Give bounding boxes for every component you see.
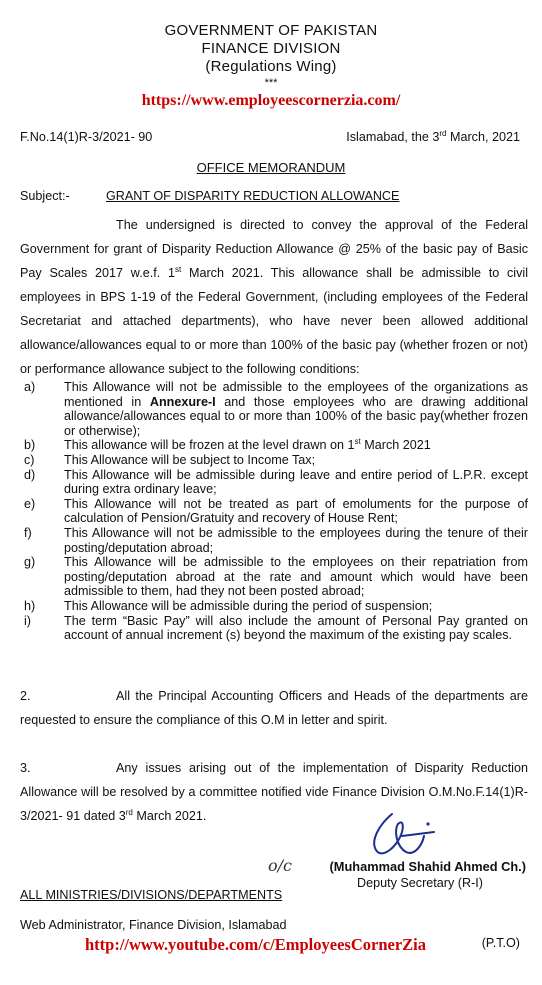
- header-government: GOVERNMENT OF PAKISTAN: [164, 22, 378, 39]
- signatory-designation: Deputy Secretary (R-I): [357, 876, 483, 890]
- pto-label: (P.T.O): [481, 936, 520, 950]
- header-division: FINANCE DIVISION: [201, 40, 341, 57]
- handwritten-note: o/c: [268, 856, 292, 875]
- conditions-list: [20, 380, 528, 643]
- watermark-url-bottom: http://www.youtube.com/c/EmployeesCornerZia: [85, 935, 426, 954]
- paragraph-1: The undersigned is directed to convey the approval of the Federal Government for grant of Disparity Reduction Allowance @ 25% of the basic pay of Basic Pay Scales 2017 w.e.f. 1st March 2021. This allowance shall be admissible to civil employees in BPS 1-19 of the Federal Government, (including employees of the Federal Secretariat and attached departments), who have never been allowed additional allowance/allowances equal to or more than 100% of the basic pay (whether frozen or not) or performance allowance subject to the following conditions:: [20, 218, 529, 376]
- condition-h: h) This Allowance will be admissible during the period of suspension;: [24, 598, 433, 613]
- subject-text: GRANT OF DISPARITY REDUCTION ALLOWANCE: [106, 189, 400, 203]
- copy-to: Web Administrator, Finance Division, Islamabad: [20, 918, 287, 932]
- paragraph-3: 3. Any issues arising out of the implementation of Disparity Reduction Allowance will be resolved by a committee notified vide Finance Division O.M.No.F.14(1)R-3/2021- 91 dated 3rd March 2021.: [20, 761, 528, 823]
- condition-e: e) This Allowance will not be treated as part of emoluments for the purpose of calculation of Pension/Gratuity and recovery of House Rent;: [24, 496, 528, 526]
- place-date: Islamabad, the 3rd March, 2021: [346, 128, 520, 144]
- signature-icon: [362, 806, 452, 866]
- condition-g: g) This Allowance will be admissible to the employees on their repatriation from posting/deputation abroad at the rate and amount which would have been admissible to them, had they not been posted abroad;: [24, 555, 528, 599]
- paragraph-2: 2. All the Principal Accounting Officers and Heads of the departments are requested to ensure the compliance of this O.M in letter and spirit.: [20, 689, 528, 727]
- memo-title: OFFICE MEMORANDUM: [196, 160, 346, 175]
- watermark-url-top: https://www.employeescornerzia.com/: [141, 92, 401, 109]
- signatory-name: (Muhammad Shahid Ahmed Ch.): [329, 859, 526, 874]
- subject-label: Subject:-: [20, 189, 70, 203]
- condition-i: i) The term “Basic Pay” will also include the amount of Personal Pay granted on account of annual increment (s) beyond the maximum of the existing pay scales.: [24, 613, 528, 643]
- header-stars: ***: [264, 77, 278, 89]
- header-wing: (Regulations Wing): [205, 58, 337, 75]
- condition-b: b) This allowance will be frozen at the level drawn on 1st March 2021: [24, 437, 431, 453]
- condition-c: c) This Allowance will be subject to Income Tax;: [24, 452, 316, 467]
- condition-f: f) This Allowance will not be admissible to the employees during the tenure of their posting/deputation abroad;: [24, 525, 528, 555]
- distribution-list: ALL MINISTRIES/DIVISIONS/DEPARTMENTS: [20, 888, 283, 902]
- condition-a: a) This Allowance will not be admissible to the employees of the organizations as mentioned in Annexure-I and those employees who are drawing additional allowance/allowances equal to or more than 100% of the basic pay(whether frozen or otherwise);: [24, 380, 528, 438]
- file-number: F.No.14(1)R-3/2021- 90: [20, 130, 153, 144]
- condition-d: d) This Allowance will be admissible during leave and entire period of L.P.R. except during extra ordinary leave;: [24, 467, 528, 497]
